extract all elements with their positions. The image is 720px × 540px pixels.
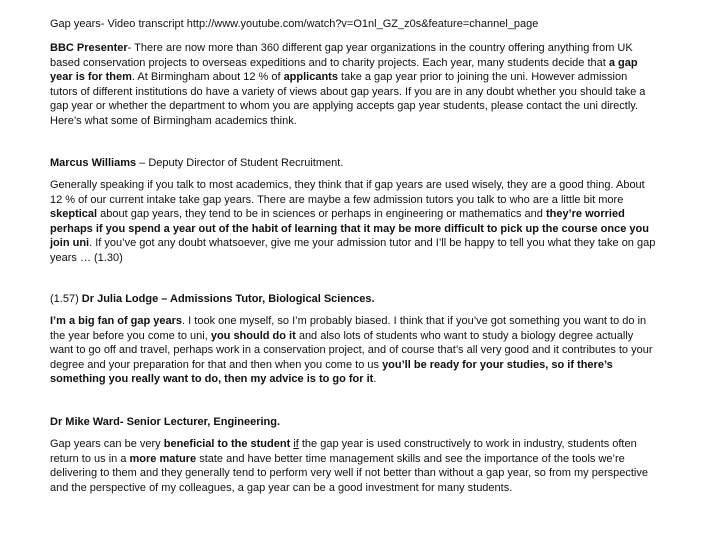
text-segment: state and have better time management skills and see the importance of the tools we’re delivering to them and they generally tend to perform very well if not better than without a gap year, so from my perspective and the perspective of my colleagues, a gap year can be a good investment for many students. — [50, 452, 648, 494]
text-segment: . If you’ve got any doubt whatsoever, give me your admission tutor and I’ll be happy to tell you what they take on gap years … (1.30) — [50, 237, 656, 264]
text-segment: . I took one myself, so I’m probably biased. I think that if you’ve got something you want to do in the year before you come to uni, — [50, 315, 647, 342]
text-segment: Marcus Williams — [50, 157, 137, 169]
text-segment: a gap year is for them — [50, 56, 638, 84]
speaker-julia-heading — [50, 292, 656, 307]
text-segment: beneficial to the student — [163, 438, 291, 450]
text-segment: about gap years, they tend to be in sciences or perhaps in engineering or mathematics and — [97, 208, 546, 221]
text-segment: Dr Mike Ward- Senior Lecturer, Engineering. — [50, 416, 281, 428]
text-segment: Gap years can be very — [50, 438, 164, 450]
text-segment: take a gap year prior to joining the uni. However admission tutors of different institutions do have a variety of views about gap years. If you are in any doubt whether you should take a gap year or whether the department to whom you are applying accepts gap year students, please contact the uni directly. Here’s what some of Birmingham academics think. — [50, 71, 646, 127]
text-segment: I’m a big fan of gap years — [50, 315, 183, 327]
text-segment: Generally speaking if you talk to most academics, they think that if gap years are used wisely, they are a good thing. About 12 % of our current intake take gap years. There are maybe a few admission tutors you talk to who are a little bit more — [50, 179, 645, 206]
text-segment: you should do it — [210, 329, 296, 342]
text-segment: . — [373, 373, 377, 386]
speaker-mike-paragraph — [50, 437, 656, 495]
text-segment: they’re worried perhaps if you spend a year out of the habit of learning that it may be more difficult to pick up the course once you join uni — [50, 208, 649, 250]
transcript-header — [50, 17, 656, 32]
speaker-marcus-paragraph — [50, 178, 656, 266]
text-segment: skeptical — [50, 208, 98, 221]
text-segment: BBC Presenter — [50, 42, 128, 54]
text-segment: - There are now more than 360 different gap year organizations in the country offering anything from UK based conservation projects to overseas expeditions and to charity projects. Each year, many students decide that — [50, 42, 633, 69]
text-segment: you’ll be ready for your studies, so if there’s something you really want to do, then my advice is to go for it — [50, 358, 613, 386]
speaker-julia-paragraph — [50, 314, 656, 387]
speaker-mike-heading — [50, 415, 656, 430]
text-segment: the gap year is used constructively to work in industry, students often return to us in a — [50, 438, 637, 465]
text-segment: Gap years- Video transcript http://www.youtube.com/watch?v=O1nl_GZ_z0s&feature=channel_page — [50, 18, 539, 30]
text-segment: and also lots of students who want to study a biology degree actually want to go off and travel, perhaps work in a conservation project, and of course that’s all very good and it contributes to your degree and your preparation for that and then when you come to us — [50, 329, 653, 371]
text-segment: – Deputy Director of Student Recruitment. — [136, 157, 344, 169]
text-segment: Dr Julia Lodge – Admissions Tutor, Biological Sciences. — [81, 293, 375, 305]
text-segment: applicants — [283, 71, 338, 84]
speaker-marcus-heading — [50, 156, 656, 171]
presenter-paragraph — [50, 41, 656, 129]
text-segment: more mature — [129, 452, 197, 465]
text-segment: if — [293, 438, 299, 450]
text-segment: (1.57) — [50, 293, 82, 305]
text-segment: . At Birmingham about 12 % of — [131, 71, 284, 84]
